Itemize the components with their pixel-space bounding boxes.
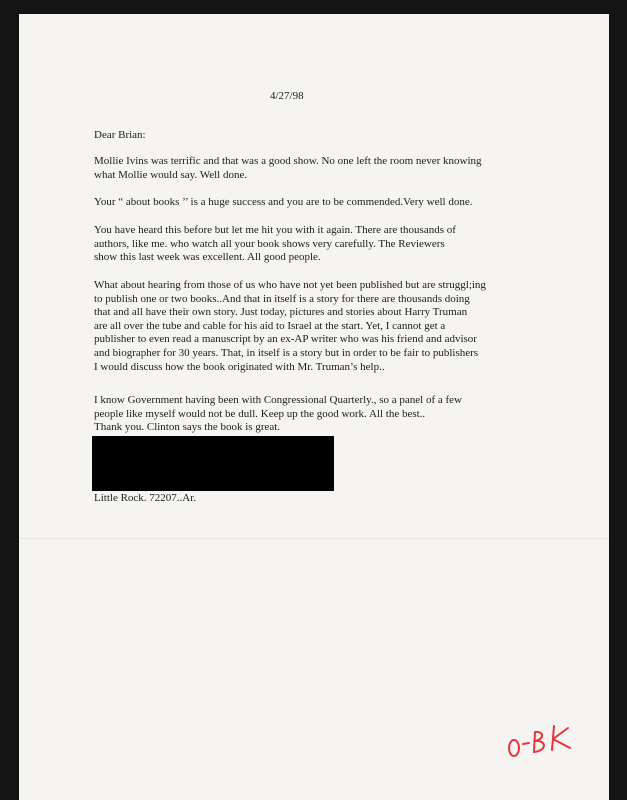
paragraph-3 [94,224,564,265]
paragraph-line: show this last week was excellent. All good people. [94,251,321,264]
paragraph-4 [94,279,574,374]
paragraph-line: publisher to even read a manuscript by an ex-AP writer who was his friend and advisor [94,333,477,346]
paragraph-line: are all over the tube and cable for his aid to Israel at the start. Yet, I cannot get a [94,319,446,332]
salutation: Dear Brian: [94,129,146,141]
handwritten-annotation [504,714,584,764]
paragraph-line: I know Government having been with Congressional Quarterly., so a panel of a few [94,394,462,406]
paper-fold-line [19,538,609,539]
letter-page [19,14,609,800]
paragraph-line: Mollie Ivins was terrific and that was a good show. No one left the room never knowing [94,155,482,167]
paragraph-line: What about hearing from those of us who have not yet been published but are struggl;ing [94,279,486,291]
paragraph-line: and biographer for 30 years. That, in itself is a story but in order to be fair to publishers [94,346,479,359]
redacted-signature-block [92,436,334,491]
paragraph-1 [94,155,564,182]
paragraph-line: Your “ about books ’’ is a huge success and you are to be commended.Very well done. [94,196,473,208]
sender-address: Little Rock. 72207..Ar. [94,492,197,504]
paragraph-line: to publish one or two books..And that in itself is a story for there are thousands doing [94,292,470,305]
paragraph-line: people like myself would not be dull. Keep up the good work. All the best.. [94,407,426,420]
paragraph-line: You have heard this before but let me hit you with it again. There are thousands of [94,224,456,236]
paragraph-5 [94,394,574,435]
paragraph-line: authors, like me. who watch all your book shows very carefully. The Reviewers [94,237,445,250]
paragraph-line: Thank you. Clinton says the book is great. [94,421,281,434]
letter-date: 4/27/98 [270,90,304,102]
paragraph-line: what Mollie would say. Well done. [94,168,248,181]
paragraph-line: I would discuss how the book originated with Mr. Truman’s help.. [94,360,385,373]
paragraph-line: that and all have their own story. Just today, pictures and stories about Harry Truman [94,306,468,319]
paragraph-2 [94,196,564,210]
